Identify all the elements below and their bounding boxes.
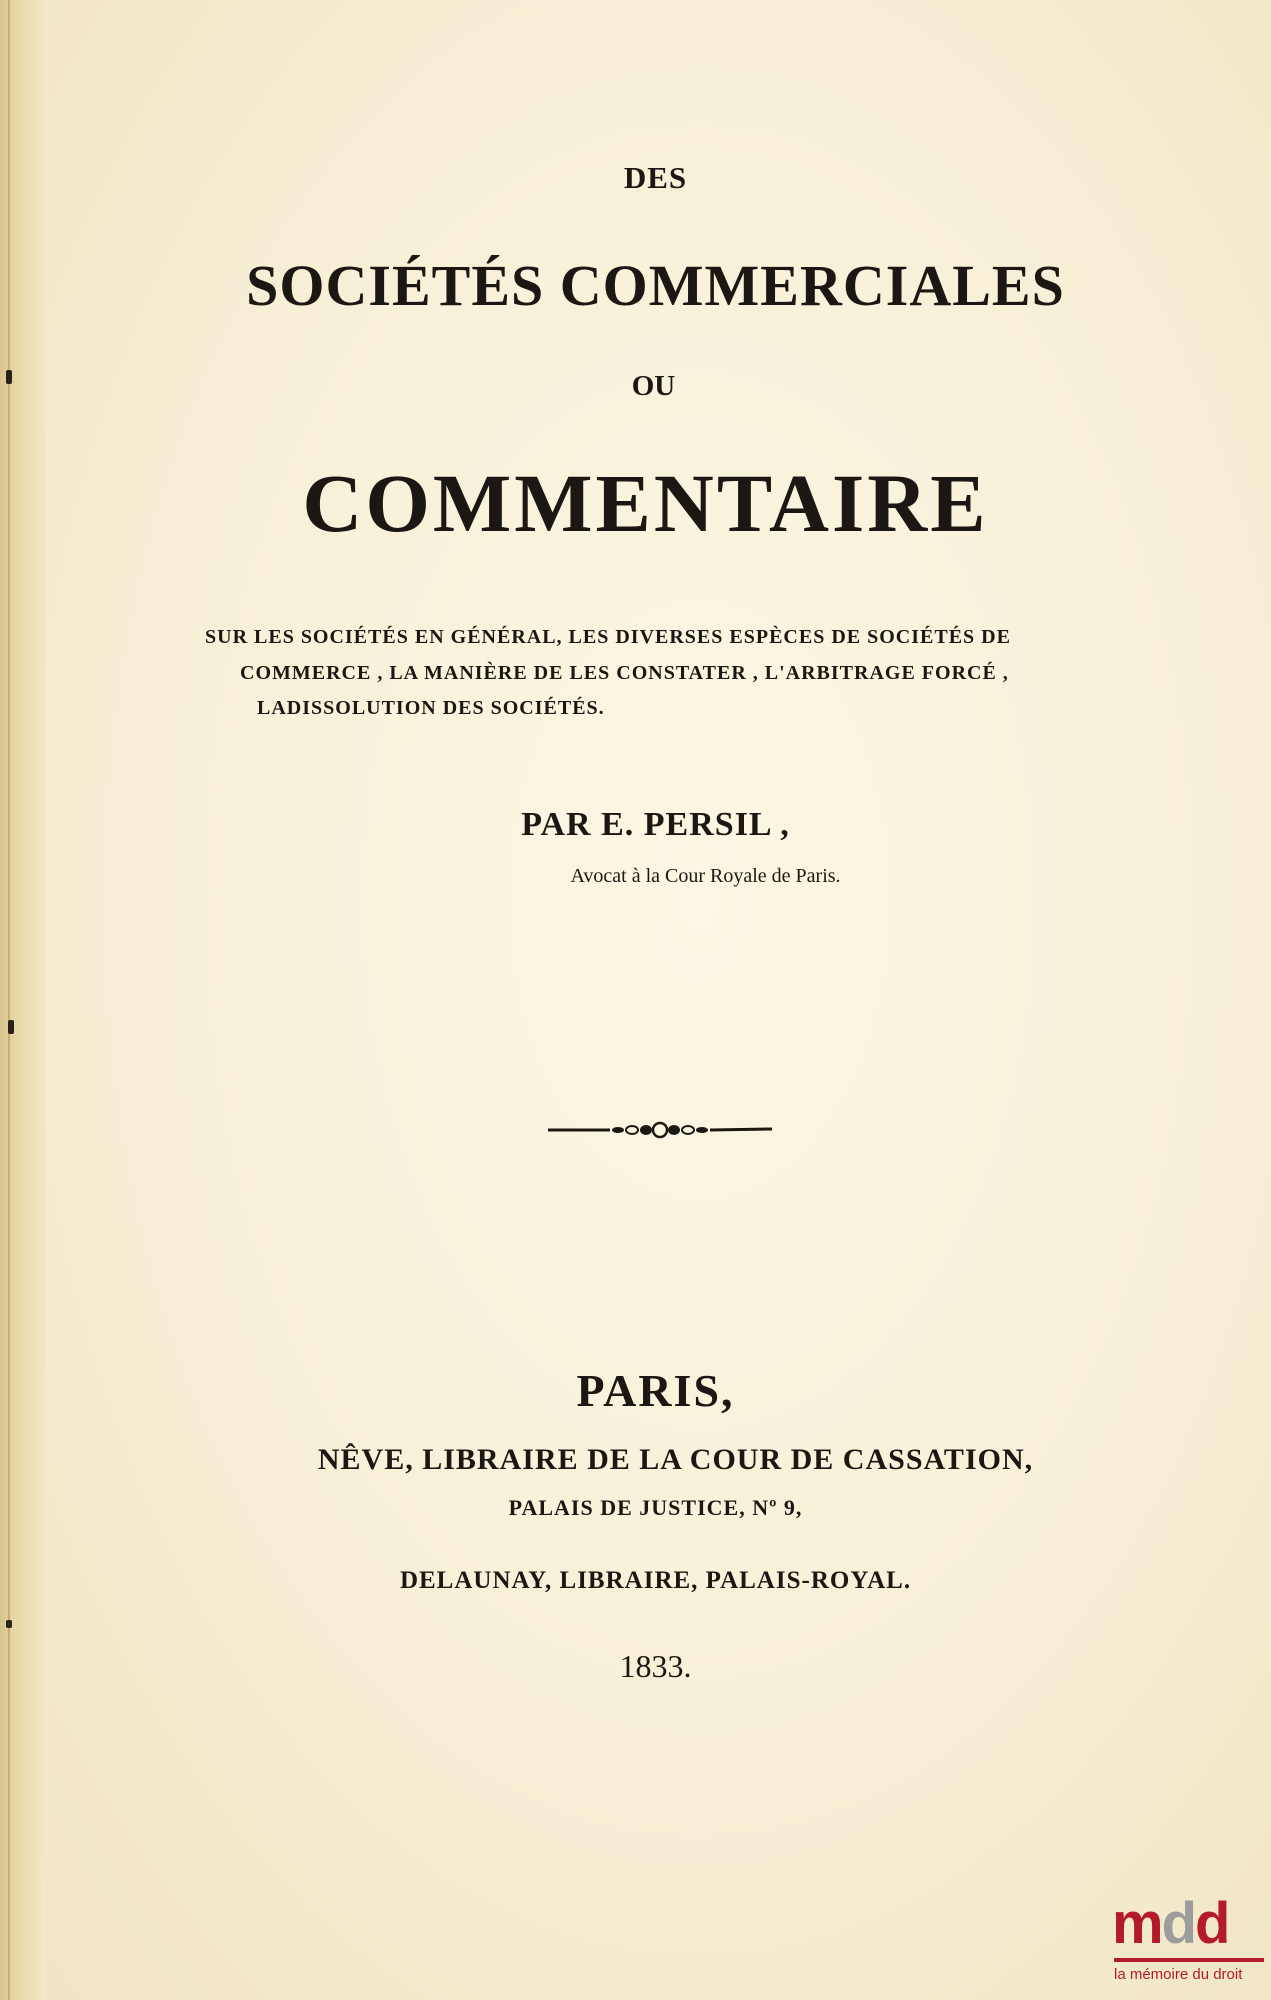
logo-underline bbox=[1114, 1958, 1264, 1962]
binding-mark bbox=[6, 1620, 12, 1628]
description-line: SUR LES SOCIÉTÉS EN GÉNÉRAL, LES DIVERSES ESPÈCES DE SOCIÉTÉS DE bbox=[205, 626, 1011, 648]
author-line: PAR E. PERSIL , bbox=[521, 806, 790, 843]
author-role: Avocat à la Cour Royale de Paris. bbox=[570, 865, 841, 887]
binding-mark bbox=[8, 1020, 14, 1034]
imprint-address: PALAIS DE JUSTICE, Nº 9, bbox=[508, 1495, 803, 1520]
imprint-second-publisher: DELAUNAY, LIBRAIRE, PALAIS-ROYAL. bbox=[399, 1567, 912, 1594]
binding-mark bbox=[6, 370, 12, 384]
title-des: DES bbox=[623, 160, 688, 195]
mdd-watermark-logo bbox=[1108, 1890, 1268, 1998]
description-line: COMMERCE , LA MANIÈRE DE LES CONSTATER , L'ARBITRAGE FORCÉ , bbox=[240, 662, 1009, 684]
imprint-publisher: NÊVE, LIBRAIRE DE LA COUR DE CASSATION, bbox=[317, 1443, 1034, 1476]
logo-mark: mdd bbox=[1112, 1891, 1229, 1956]
imprint-city: PARIS, bbox=[576, 1365, 735, 1416]
main-title: SOCIÉTÉS COMMERCIALES bbox=[246, 253, 1065, 318]
gutter-edge-line bbox=[8, 0, 10, 2000]
logo-tagline: la mémoire du droit bbox=[1114, 1966, 1243, 1983]
description-line: LADISSOLUTION DES SOCIÉTÉS. bbox=[257, 697, 605, 719]
decorative-rule-ornament bbox=[548, 1118, 772, 1142]
title-conjunction: OU bbox=[631, 370, 676, 402]
imprint-year: 1833. bbox=[619, 1648, 692, 1684]
subtitle: COMMENTAIRE bbox=[302, 457, 989, 549]
